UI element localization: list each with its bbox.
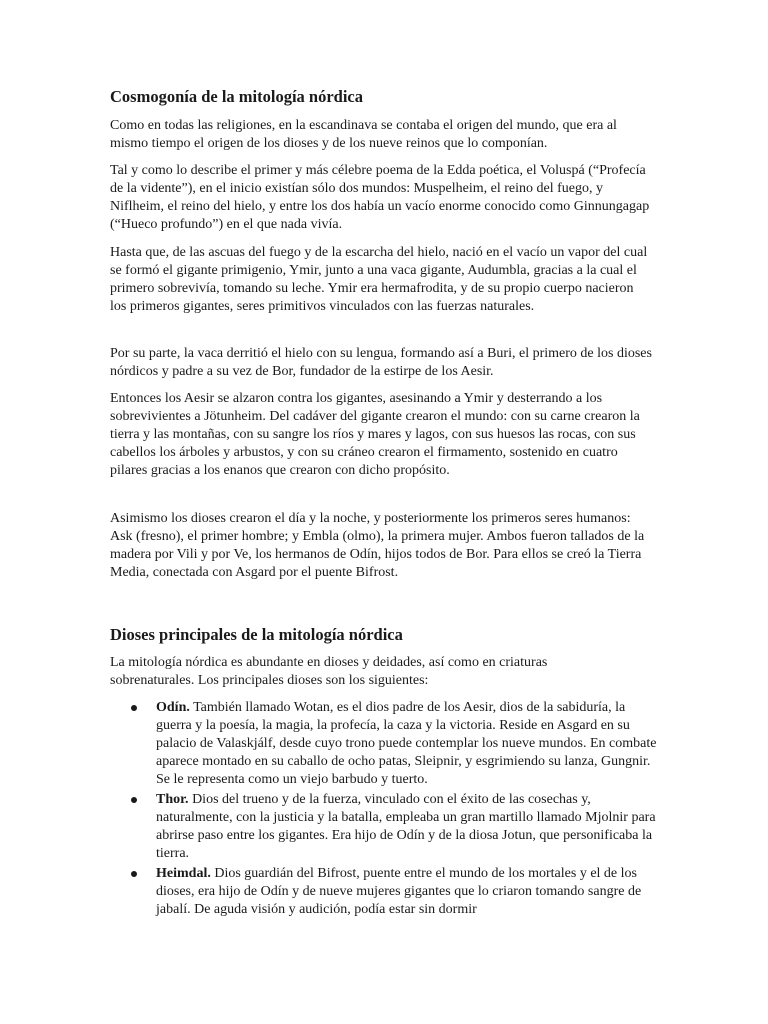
god-description: Dios del trueno y de la fuerza, vinculado con el éxito de las cosechas y, naturalmente, con la justicia y la batalla, empleaba un gran martillo llamado Mjolnir para abrirse paso entre los gigantes. Era hijo de Odín y de la diosa Jotun, que personificaba la tierra. <box>156 792 656 861</box>
god-name: Odín. <box>156 700 190 715</box>
paragraph-6: Asimismo los dioses crearon el día y la noche, y posteriormente los primeros seres humanos: Ask (fresno), el primer hombre; y Embla (olmo), la primera mujer. Ambos fueron tallados de la madera por Vili y por Ve, los hermanos de Odín, hijos todos de Bor. Para ellos se creó la Tierra Media, conectada con Asgard por el puente Bifrost. <box>110 511 645 580</box>
paragraph-1: Como en todas las religiones, en la escandinava se contaba el origen del mundo, que era al mismo tiempo el origen de los dioses y de los nueve reinos que lo componían. <box>110 118 617 151</box>
list-item-odin <box>110 699 658 789</box>
list-item-heimdal <box>110 865 658 919</box>
god-description: También llamado Wotan, es el dios padre de los Aesir, dios de la sabiduría, la guerra y la poesía, la magia, la profecía, la caza y la victoria. Reside en Asgard en su palacio de Valaskjálf, desde cuyo trono puede contemplar los nueve mundos. En combate aparece montado en su caballo de ocho patas, Sleipnir, y esgrimiendo su lanza, Gungnir. Se le representa como un viejo barbudo y tuerto. <box>156 700 657 787</box>
paragraph-2: Tal y como lo describe el primer y más célebre poema de la Edda poética, el Voluspá (“Profecía de la vidente”), en el inicio existían sólo dos mundos: Muspelheim, el reino del fuego, y Niflheim, el reino del hielo, y entre los dos había un vacío enorme conocido como Ginnungagap (“Hueco profundo”) en el que nada vivía. <box>110 163 650 232</box>
paragraph-5: Entonces los Aesir se alzaron contra los gigantes, asesinando a Ymir y desterrando a los sobrevivientes a Jötunheim. Del cadáver del gigante crearon el mundo: con su carne crearon la tierra y las montañas, con su sangre los ríos y mares y lagos, con sus huesos las rocas, con sus cabellos los árboles y arbustos, y con su cráneo crearon el firmamento, sostenido en cuatro pilares gracias a los enanos que crearon con dicho propósito. <box>110 391 640 478</box>
god-name: Heimdal. <box>156 866 211 881</box>
paragraph-3: Hasta que, de las ascuas del fuego y de la escarcha del hielo, nació en el vacío un vapor del cual se formó el gigante primigenio, Ymir, junto a una vaca gigante, Audumbla, gracias a la cual el primero sobrevivía, tomando su leche. Ymir era hermafrodita, y de su propio cuerpo nacieron los primeros gigantes, seres primitivos vinculados con las fuerzas naturales. <box>110 245 648 314</box>
gods-intro: La mitología nórdica es abundante en dioses y deidades, así como en criaturas sobrenaturales. Los principales dioses son los siguientes: <box>110 655 548 688</box>
bullet-icon <box>131 705 137 711</box>
god-name: Thor. <box>156 792 189 807</box>
bullet-icon <box>131 797 137 803</box>
god-description: Dios guardián del Bifrost, puente entre el mundo de los mortales y el de los dioses, era hijo de Odín y de nueve mujeres gigantes que lo criaron tomando sangre de jabalí. De aguda visión y audición, podía estar sin dormir <box>156 866 642 917</box>
section-heading-cosmogony: Cosmogonía de la mitología nórdica <box>110 87 364 106</box>
list-item-thor <box>110 791 658 863</box>
bullet-icon <box>131 871 137 877</box>
paragraph-4: Por su parte, la vaca derritió el hielo con su lengua, formando así a Buri, el primero de los dioses nórdicos y padre a su vez de Bor, fundador de la estirpe de los Aesir. <box>110 346 652 379</box>
section-heading-gods: Dioses principales de la mitología nórdica <box>110 625 403 644</box>
gods-list <box>110 699 658 921</box>
